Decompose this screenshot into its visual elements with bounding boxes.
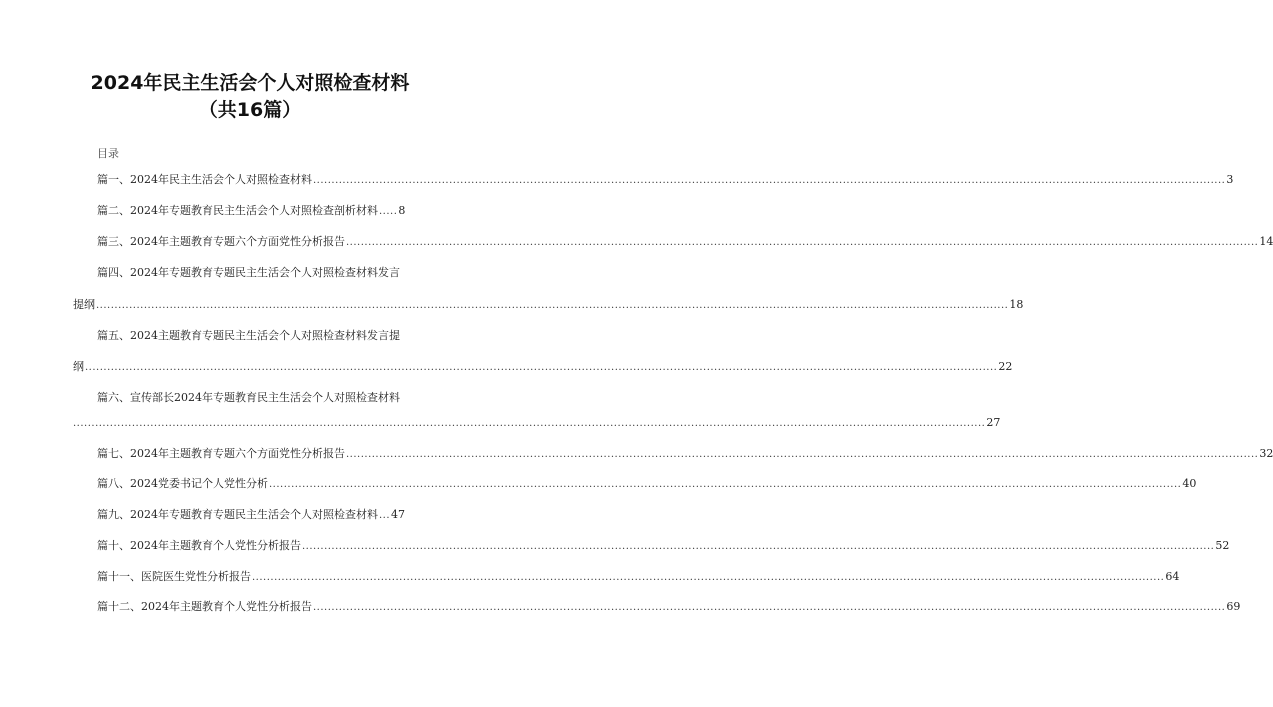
toc-dot-leader: ........................................................................................................................................................................................................................................................ xyxy=(302,541,1215,552)
toc-entry-1[interactable] xyxy=(97,173,1234,188)
toc-dot-leader: ... xyxy=(379,510,391,521)
toc-dot-leader: ..... xyxy=(379,206,398,217)
toc-page-number: 8 xyxy=(398,204,406,217)
toc-dot-leader: ........................................................................................................................................................................................................................................................ xyxy=(313,602,1226,613)
toc-page-number: 3 xyxy=(1226,173,1234,186)
toc-dot-leader: ........................................................................................................................................................................................................................................................ xyxy=(85,362,998,373)
toc-page-number: 64 xyxy=(1165,570,1180,583)
document-title: 2024年民主生活会个人对照检查材料（共16篇） xyxy=(90,72,410,121)
toc-entry-title: 篇三、2024年主题教育专题六个方面党性分析报告 xyxy=(97,235,345,248)
toc-entry-title-continued: 提纲 xyxy=(73,298,95,311)
toc-page-number: 32 xyxy=(1259,447,1273,460)
toc-entry-title: 篇二、2024年专题教育民主生活会个人对照检查剖析材料 xyxy=(97,204,378,217)
toc-dot-leader: ........................................................................................................................................................................................................................................................ xyxy=(73,418,986,429)
toc-page-number: 22 xyxy=(998,360,1013,373)
toc-entry-5-line-1[interactable] xyxy=(97,329,400,343)
toc-page-number: 52 xyxy=(1215,539,1230,552)
toc-page-number: 14 xyxy=(1259,235,1273,248)
toc-entry-4-line-2[interactable] xyxy=(73,298,1024,313)
toc-dot-leader: ........................................................................................................................................................................................................................................................ xyxy=(96,300,1009,311)
toc-entry-3[interactable] xyxy=(97,235,1273,250)
toc-entry-8[interactable] xyxy=(97,477,1197,492)
toc-heading: 目录 xyxy=(97,147,119,160)
toc-entry-title: 篇六、宣传部长2024年专题教育民主生活会个人对照检查材料 xyxy=(97,391,400,404)
toc-entry-title: 篇十、2024年主题教育个人党性分析报告 xyxy=(97,539,301,552)
toc-entry-6-line-2[interactable] xyxy=(73,416,1001,431)
toc-entry-4-line-1[interactable] xyxy=(97,266,400,280)
toc-page-number: 27 xyxy=(986,416,1001,429)
toc-entry-6-line-1[interactable] xyxy=(97,391,400,405)
toc-dot-leader: ........................................................................................................................................................................................................................................................ xyxy=(313,175,1226,186)
toc-entry-title: 篇十二、2024年主题教育个人党性分析报告 xyxy=(97,600,312,613)
toc-entry-11[interactable] xyxy=(97,570,1180,585)
toc-entry-12[interactable] xyxy=(97,600,1241,615)
toc-page-number: 18 xyxy=(1009,298,1024,311)
toc-entry-title: 篇七、2024年主题教育专题六个方面党性分析报告 xyxy=(97,447,345,460)
toc-entry-2[interactable] xyxy=(97,204,405,219)
toc-entry-title: 篇九、2024年专题教育专题民主生活会个人对照检查材料 xyxy=(97,508,378,521)
toc-entry-7[interactable] xyxy=(97,447,1273,462)
toc-dot-leader: ........................................................................................................................................................................................................................................................ xyxy=(346,449,1259,460)
toc-entry-5-line-2[interactable] xyxy=(73,360,1013,375)
toc-page-number: 40 xyxy=(1182,477,1197,490)
toc-entry-title-continued: 纲 xyxy=(73,360,84,373)
toc-page-number: 69 xyxy=(1226,600,1241,613)
toc-entry-10[interactable] xyxy=(97,539,1230,554)
toc-entry-title: 篇五、2024主题教育专题民主生活会个人对照检查材料发言提 xyxy=(97,329,400,342)
toc-entry-9[interactable] xyxy=(97,508,405,523)
toc-dot-leader: ........................................................................................................................................................................................................................................................ xyxy=(269,479,1182,490)
toc-entry-title: 篇一、2024年民主生活会个人对照检查材料 xyxy=(97,173,312,186)
toc-entry-title: 篇四、2024年专题教育专题民主生活会个人对照检查材料发言 xyxy=(97,266,400,279)
toc-entry-title: 篇十一、医院医生党性分析报告 xyxy=(97,570,251,583)
toc-page-number: 47 xyxy=(391,508,406,521)
toc-dot-leader: ........................................................................................................................................................................................................................................................ xyxy=(346,237,1259,248)
toc-entry-title: 篇八、2024党委书记个人党性分析 xyxy=(97,477,268,490)
toc-dot-leader: ........................................................................................................................................................................................................................................................ xyxy=(252,572,1165,583)
